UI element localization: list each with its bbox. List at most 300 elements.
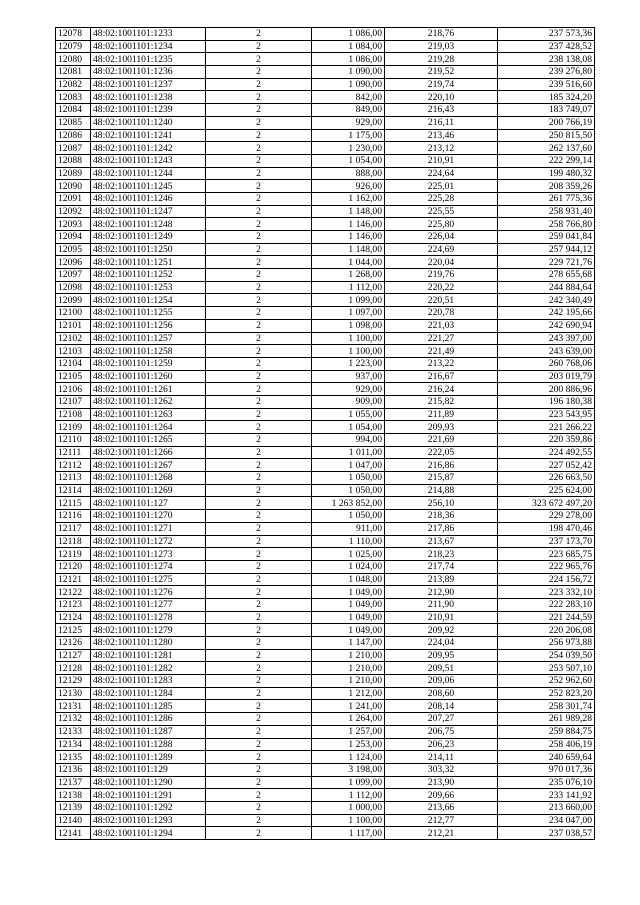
row-number-cell: 12095 [56, 243, 91, 256]
unit-price-cell: 218,23 [385, 548, 498, 561]
type-code-cell: 2 [206, 814, 312, 827]
table-row [56, 776, 595, 789]
table-row [56, 725, 595, 738]
table-row [56, 548, 595, 561]
cadastral-value-cell: 259 884,75 [498, 725, 595, 738]
cadastral-value-cell: 970 017,36 [498, 763, 595, 776]
row-number-cell: 12126 [56, 637, 91, 650]
type-code-cell: 2 [206, 142, 312, 155]
row-number-cell: 12121 [56, 573, 91, 586]
table-body [56, 28, 595, 840]
cadastral-value-cell: 260 768,06 [498, 357, 595, 370]
cadastral-value-cell: 243 639,00 [498, 345, 595, 358]
cadastral-number-cell: 48:02:1001101:1283 [91, 675, 206, 688]
type-code-cell: 2 [206, 180, 312, 193]
unit-price-cell: 209,92 [385, 624, 498, 637]
type-code-cell: 2 [206, 510, 312, 523]
cadastral-number-cell: 48:02:1001101:1277 [91, 598, 206, 611]
table-row [56, 649, 595, 662]
cadastral-number-cell: 48:02:1001101:1270 [91, 510, 206, 523]
cadastral-number-cell: 48:02:1001101:1265 [91, 434, 206, 447]
row-number-cell: 12120 [56, 560, 91, 573]
unit-price-cell: 215,82 [385, 395, 498, 408]
type-code-cell: 2 [206, 421, 312, 434]
cadastral-number-cell: 48:02:1001101:1252 [91, 269, 206, 282]
type-code-cell: 2 [206, 751, 312, 764]
cadastral-value-cell: 257 944,12 [498, 243, 595, 256]
type-code-cell: 2 [206, 725, 312, 738]
cadastral-value-cell: 243 397,00 [498, 332, 595, 345]
area-cell: 1 011,00 [312, 446, 385, 459]
unit-price-cell: 213,46 [385, 129, 498, 142]
cadastral-number-cell: 48:02:1001101:1247 [91, 205, 206, 218]
type-code-cell: 2 [206, 434, 312, 447]
cadastral-value-cell: 254 039,50 [498, 649, 595, 662]
table-row [56, 307, 595, 320]
unit-price-cell: 226,04 [385, 231, 498, 244]
type-code-cell: 2 [206, 472, 312, 485]
row-number-cell: 12112 [56, 459, 91, 472]
type-code-cell: 2 [206, 281, 312, 294]
type-code-cell: 2 [206, 497, 312, 510]
row-number-cell: 12117 [56, 522, 91, 535]
row-number-cell: 12136 [56, 763, 91, 776]
table-row [56, 91, 595, 104]
area-cell: 1 054,00 [312, 154, 385, 167]
unit-price-cell: 210,91 [385, 611, 498, 624]
type-code-cell: 2 [206, 294, 312, 307]
unit-price-cell: 221,49 [385, 345, 498, 358]
unit-price-cell: 221,69 [385, 434, 498, 447]
type-code-cell: 2 [206, 307, 312, 320]
cadastral-number-cell: 48:02:1001101:1250 [91, 243, 206, 256]
cadastral-value-cell: 227 052,42 [498, 459, 595, 472]
type-code-cell: 2 [206, 408, 312, 421]
cadastral-number-cell: 48:02:1001101:1266 [91, 446, 206, 459]
cadastral-value-cell: 262 137,60 [498, 142, 595, 155]
area-cell: 1 241,00 [312, 700, 385, 713]
cadastral-number-cell: 48:02:1001101:1263 [91, 408, 206, 421]
type-code-cell: 2 [206, 78, 312, 91]
row-number-cell: 12122 [56, 586, 91, 599]
type-code-cell: 2 [206, 167, 312, 180]
row-number-cell: 12103 [56, 345, 91, 358]
unit-price-cell: 220,04 [385, 256, 498, 269]
area-cell: 1 253,00 [312, 738, 385, 751]
unit-price-cell: 221,03 [385, 319, 498, 332]
unit-price-cell: 219,03 [385, 40, 498, 53]
area-cell: 994,00 [312, 434, 385, 447]
table-row [56, 408, 595, 421]
cadastral-number-cell: 48:02:1001101:1255 [91, 307, 206, 320]
row-number-cell: 12133 [56, 725, 91, 738]
table-row [56, 434, 595, 447]
type-code-cell: 2 [206, 789, 312, 802]
type-code-cell: 2 [206, 129, 312, 142]
area-cell: 1 086,00 [312, 53, 385, 66]
area-cell: 926,00 [312, 180, 385, 193]
type-code-cell: 2 [206, 687, 312, 700]
area-cell: 1 099,00 [312, 294, 385, 307]
cadastral-value-cell: 185 324,20 [498, 91, 595, 104]
type-code-cell: 2 [206, 560, 312, 573]
row-number-cell: 12094 [56, 231, 91, 244]
area-cell: 1 146,00 [312, 231, 385, 244]
table-row [56, 662, 595, 675]
unit-price-cell: 213,89 [385, 573, 498, 586]
type-code-cell: 2 [206, 243, 312, 256]
cadastral-number-cell: 48:02:1001101:1246 [91, 192, 206, 205]
cadastral-number-cell: 48:02:1001101:1236 [91, 66, 206, 79]
unit-price-cell: 218,36 [385, 510, 498, 523]
table-row [56, 281, 595, 294]
cadastral-number-cell: 48:02:1001101:1272 [91, 535, 206, 548]
area-cell: 1 024,00 [312, 560, 385, 573]
cadastral-number-cell: 48:02:1001101:1259 [91, 357, 206, 370]
table-row [56, 827, 595, 840]
area-cell: 1 086,00 [312, 28, 385, 41]
area-cell: 888,00 [312, 167, 385, 180]
cadastral-number-cell: 48:02:1001101:1287 [91, 725, 206, 738]
row-number-cell: 12091 [56, 192, 91, 205]
type-code-cell: 2 [206, 827, 312, 840]
type-code-cell: 2 [206, 332, 312, 345]
row-number-cell: 12090 [56, 180, 91, 193]
area-cell: 1 230,00 [312, 142, 385, 155]
cadastral-value-cell: 323 672 497,20 [498, 497, 595, 510]
table-row [56, 40, 595, 53]
area-cell: 1 050,00 [312, 484, 385, 497]
cadastral-number-cell: 48:02:1001101:1254 [91, 294, 206, 307]
table-row [56, 763, 595, 776]
area-cell: 937,00 [312, 370, 385, 383]
table-row [56, 497, 595, 510]
cadastral-number-cell: 48:02:1001101:1284 [91, 687, 206, 700]
type-code-cell: 2 [206, 611, 312, 624]
unit-price-cell: 222,05 [385, 446, 498, 459]
cadastral-value-cell: 213 660,00 [498, 801, 595, 814]
cadastral-value-cell: 200 766,19 [498, 116, 595, 129]
area-cell: 1 148,00 [312, 243, 385, 256]
row-number-cell: 12123 [56, 598, 91, 611]
cadastral-number-cell: 48:02:1001101:127 [91, 497, 206, 510]
area-cell: 929,00 [312, 116, 385, 129]
type-code-cell: 2 [206, 738, 312, 751]
cadastral-value-cell: 183 749,07 [498, 104, 595, 117]
type-code-cell: 2 [206, 598, 312, 611]
table-row [56, 510, 595, 523]
area-cell: 1 025,00 [312, 548, 385, 561]
table-row [56, 53, 595, 66]
area-cell: 1 049,00 [312, 611, 385, 624]
cadastral-number-cell: 48:02:1001101:1262 [91, 395, 206, 408]
row-number-cell: 12086 [56, 129, 91, 142]
cadastral-number-cell: 48:02:1001101:1271 [91, 522, 206, 535]
area-cell: 1 148,00 [312, 205, 385, 218]
cadastral-number-cell: 48:02:1001101:1233 [91, 28, 206, 41]
table-row [56, 598, 595, 611]
type-code-cell: 2 [206, 319, 312, 332]
row-number-cell: 12096 [56, 256, 91, 269]
area-cell: 1 124,00 [312, 751, 385, 764]
row-number-cell: 12110 [56, 434, 91, 447]
table-row [56, 205, 595, 218]
type-code-cell: 2 [206, 91, 312, 104]
row-number-cell: 12118 [56, 535, 91, 548]
cadastral-value-cell: 203 019,79 [498, 370, 595, 383]
table-row [56, 357, 595, 370]
type-code-cell: 2 [206, 357, 312, 370]
type-code-cell: 2 [206, 53, 312, 66]
type-code-cell: 2 [206, 370, 312, 383]
table-row [56, 522, 595, 535]
cadastral-number-cell: 48:02:1001101:1238 [91, 91, 206, 104]
row-number-cell: 12115 [56, 497, 91, 510]
unit-price-cell: 221,27 [385, 332, 498, 345]
cadastral-value-cell: 239 276,80 [498, 66, 595, 79]
row-number-cell: 12078 [56, 28, 91, 41]
cadastral-value-cell: 221 266,22 [498, 421, 595, 434]
area-cell: 1 054,00 [312, 421, 385, 434]
cadastral-value-cell: 229 278,00 [498, 510, 595, 523]
unit-price-cell: 206,23 [385, 738, 498, 751]
cadastral-value-cell: 237 428,52 [498, 40, 595, 53]
row-number-cell: 12138 [56, 789, 91, 802]
cadastral-value-cell: 258 301,74 [498, 700, 595, 713]
cadastral-value-cell: 240 659,64 [498, 751, 595, 764]
area-cell: 1 044,00 [312, 256, 385, 269]
unit-price-cell: 213,67 [385, 535, 498, 548]
type-code-cell: 2 [206, 205, 312, 218]
table-row [56, 573, 595, 586]
row-number-cell: 12098 [56, 281, 91, 294]
table-row [56, 484, 595, 497]
area-cell: 1 117,00 [312, 827, 385, 840]
area-cell: 1 050,00 [312, 510, 385, 523]
row-number-cell: 12089 [56, 167, 91, 180]
table-row [56, 231, 595, 244]
unit-price-cell: 219,52 [385, 66, 498, 79]
cadastral-number-cell: 48:02:1001101:1268 [91, 472, 206, 485]
unit-price-cell: 212,90 [385, 586, 498, 599]
cadastral-value-cell: 208 359,26 [498, 180, 595, 193]
type-code-cell: 2 [206, 763, 312, 776]
area-cell: 1 263 852,00 [312, 497, 385, 510]
cadastral-number-cell: 48:02:1001101:1249 [91, 231, 206, 244]
unit-price-cell: 213,12 [385, 142, 498, 155]
type-code-cell: 2 [206, 192, 312, 205]
table-row [56, 142, 595, 155]
table-row [56, 459, 595, 472]
cadastral-value-cell: 258 406,19 [498, 738, 595, 751]
cadastral-value-cell: 222 283,10 [498, 598, 595, 611]
cadastral-value-table [55, 27, 595, 840]
row-number-cell: 12114 [56, 484, 91, 497]
area-cell: 1 264,00 [312, 713, 385, 726]
row-number-cell: 12104 [56, 357, 91, 370]
row-number-cell: 12107 [56, 395, 91, 408]
cadastral-value-cell: 221 244,59 [498, 611, 595, 624]
cadastral-value-cell: 223 332,10 [498, 586, 595, 599]
type-code-cell: 2 [206, 713, 312, 726]
cadastral-number-cell: 48:02:1001101:1239 [91, 104, 206, 117]
type-code-cell: 2 [206, 40, 312, 53]
row-number-cell: 12129 [56, 675, 91, 688]
table-row [56, 370, 595, 383]
unit-price-cell: 211,89 [385, 408, 498, 421]
area-cell: 1 000,00 [312, 801, 385, 814]
cadastral-number-cell: 48:02:1001101:1261 [91, 383, 206, 396]
type-code-cell: 2 [206, 28, 312, 41]
area-cell: 1 090,00 [312, 78, 385, 91]
table-row [56, 446, 595, 459]
cadastral-value-cell: 220 206,08 [498, 624, 595, 637]
table-row [56, 269, 595, 282]
unit-price-cell: 219,28 [385, 53, 498, 66]
type-code-cell: 2 [206, 256, 312, 269]
cadastral-number-cell: 48:02:1001101:1244 [91, 167, 206, 180]
type-code-cell: 2 [206, 675, 312, 688]
row-number-cell: 12132 [56, 713, 91, 726]
unit-price-cell: 215,87 [385, 472, 498, 485]
area-cell: 1 112,00 [312, 281, 385, 294]
unit-price-cell: 213,90 [385, 776, 498, 789]
table-row [56, 66, 595, 79]
unit-price-cell: 209,06 [385, 675, 498, 688]
cadastral-number-cell: 48:02:1001101:1256 [91, 319, 206, 332]
table-row [56, 611, 595, 624]
cadastral-value-cell: 244 884,64 [498, 281, 595, 294]
table-row [56, 192, 595, 205]
area-cell: 1 175,00 [312, 129, 385, 142]
unit-price-cell: 214,11 [385, 751, 498, 764]
cadastral-value-cell: 229 721,76 [498, 256, 595, 269]
area-cell: 1 210,00 [312, 675, 385, 688]
type-code-cell: 2 [206, 66, 312, 79]
row-number-cell: 12084 [56, 104, 91, 117]
area-cell: 1 090,00 [312, 66, 385, 79]
type-code-cell: 2 [206, 637, 312, 650]
cadastral-number-cell: 48:02:1001101:1291 [91, 789, 206, 802]
cadastral-value-cell: 278 655,68 [498, 269, 595, 282]
type-code-cell: 2 [206, 522, 312, 535]
unit-price-cell: 210,91 [385, 154, 498, 167]
unit-price-cell: 220,22 [385, 281, 498, 294]
row-number-cell: 12092 [56, 205, 91, 218]
type-code-cell: 2 [206, 383, 312, 396]
unit-price-cell: 216,11 [385, 116, 498, 129]
cadastral-value-cell: 261 775,36 [498, 192, 595, 205]
unit-price-cell: 207,27 [385, 713, 498, 726]
area-cell: 1 112,00 [312, 789, 385, 802]
cadastral-value-cell: 226 663,50 [498, 472, 595, 485]
row-number-cell: 12099 [56, 294, 91, 307]
unit-price-cell: 213,22 [385, 357, 498, 370]
area-cell: 1 049,00 [312, 624, 385, 637]
area-cell: 1 098,00 [312, 319, 385, 332]
type-code-cell: 2 [206, 104, 312, 117]
unit-price-cell: 220,51 [385, 294, 498, 307]
unit-price-cell: 208,14 [385, 700, 498, 713]
cadastral-number-cell: 48:02:1001101:1258 [91, 345, 206, 358]
cadastral-number-cell: 48:02:1001101:1260 [91, 370, 206, 383]
cadastral-number-cell: 48:02:1001101:1269 [91, 484, 206, 497]
area-cell: 1 084,00 [312, 40, 385, 53]
area-cell: 1 100,00 [312, 332, 385, 345]
cadastral-number-cell: 48:02:1001101:1294 [91, 827, 206, 840]
type-code-cell: 2 [206, 269, 312, 282]
table-row [56, 738, 595, 751]
area-cell: 1 047,00 [312, 459, 385, 472]
table-row [56, 104, 595, 117]
cadastral-value-cell: 253 507,10 [498, 662, 595, 675]
cadastral-number-cell: 48:02:1001101:1235 [91, 53, 206, 66]
type-code-cell: 2 [206, 446, 312, 459]
unit-price-cell: 220,10 [385, 91, 498, 104]
cadastral-number-cell: 48:02:1001101:1253 [91, 281, 206, 294]
cadastral-value-cell: 242 195,66 [498, 307, 595, 320]
type-code-cell: 2 [206, 345, 312, 358]
table-row [56, 167, 595, 180]
unit-price-cell: 256,10 [385, 497, 498, 510]
unit-price-cell: 224,69 [385, 243, 498, 256]
type-code-cell: 2 [206, 624, 312, 637]
area-cell: 1 212,00 [312, 687, 385, 700]
cadastral-number-cell: 48:02:1001101:1286 [91, 713, 206, 726]
area-cell: 1 100,00 [312, 345, 385, 358]
cadastral-number-cell: 48:02:1001101:1290 [91, 776, 206, 789]
cadastral-value-cell: 258 931,40 [498, 205, 595, 218]
cadastral-number-cell: 48:02:1001101:1257 [91, 332, 206, 345]
row-number-cell: 12131 [56, 700, 91, 713]
row-number-cell: 12119 [56, 548, 91, 561]
cadastral-value-cell: 256 973,88 [498, 637, 595, 650]
table-row [56, 801, 595, 814]
row-number-cell: 12135 [56, 751, 91, 764]
area-cell: 1 257,00 [312, 725, 385, 738]
row-number-cell: 12141 [56, 827, 91, 840]
cadastral-number-cell: 48:02:1001101:1292 [91, 801, 206, 814]
cadastral-value-cell: 242 340,49 [498, 294, 595, 307]
table-row [56, 345, 595, 358]
area-cell: 1 110,00 [312, 535, 385, 548]
unit-price-cell: 218,76 [385, 28, 498, 41]
row-number-cell: 12116 [56, 510, 91, 523]
cadastral-value-cell: 222 299,14 [498, 154, 595, 167]
area-cell: 911,00 [312, 522, 385, 535]
cadastral-number-cell: 48:02:1001101:1273 [91, 548, 206, 561]
row-number-cell: 12097 [56, 269, 91, 282]
type-code-cell: 2 [206, 218, 312, 231]
type-code-cell: 2 [206, 484, 312, 497]
row-number-cell: 12093 [56, 218, 91, 231]
row-number-cell: 12082 [56, 78, 91, 91]
row-number-cell: 12105 [56, 370, 91, 383]
type-code-cell: 2 [206, 154, 312, 167]
row-number-cell: 12079 [56, 40, 91, 53]
row-number-cell: 12130 [56, 687, 91, 700]
table-row [56, 218, 595, 231]
type-code-cell: 2 [206, 231, 312, 244]
table-row [56, 116, 595, 129]
row-number-cell: 12087 [56, 142, 91, 155]
cadastral-number-cell: 48:02:1001101:1242 [91, 142, 206, 155]
table-row [56, 700, 595, 713]
cadastral-value-cell: 225 624,00 [498, 484, 595, 497]
cadastral-value-cell: 237 173,70 [498, 535, 595, 548]
type-code-cell: 2 [206, 573, 312, 586]
cadastral-value-cell: 252 962,60 [498, 675, 595, 688]
